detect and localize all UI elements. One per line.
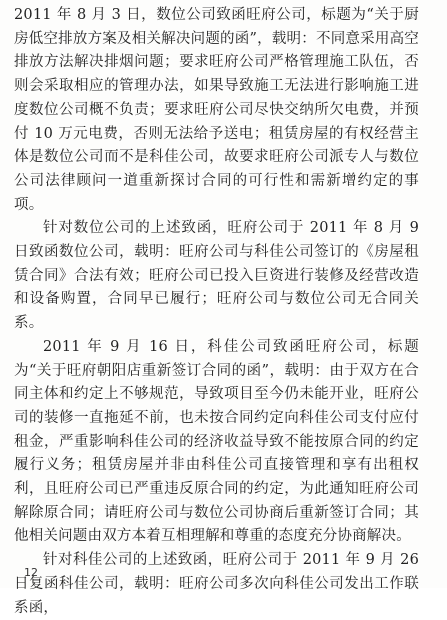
paragraph-reply-aug-9: 针对数位公司的上述致函，旺府公司于 2011 年 8 月 9 日致函数位公司，载明：旺府公司与科佳公司签订的《房屋租赁合同》合法有效；旺府公司已投入巨资进行装修及经营改造和设备购置，合同早已履行；旺府公司与数位公司无合同关系。 — [14, 220, 419, 332]
document-body — [14, 4, 419, 620]
page-number: 12 — [24, 566, 38, 579]
paragraph-letter-sep-16: 2011 年 9 月 16 日，科佳公司致函旺府公司，标题为“关于旺府朝阳店重新签订合同的函”，载明：由于双方在合同主体和约定上不够规范，导致项目至今仍未能开业，旺府公司的装修一直拖延不前，也未按合同约定向科佳公司支付应付租金，严重影响科佳公司的经济收益导致不能按原合同的约定履行义务；租赁房屋并非由科佳公司直接管理和享有出租权利，且旺府公司已严重违反原合同的约定，为此通知旺府公司解除原合同；请旺府公司与数位公司协商后重新签订合同；其他相关问题由双方本着互相理解和尊重的态度充分协商解决。 — [14, 338, 419, 545]
paragraph-letter-aug-3: 2011 年 8 月 3 日，数位公司致函旺府公司，标题为“关于厨房低空排放方案及相关解决问题的函”，载明：不同意采用高空排放方法解决排烟问题；要求旺府公司严格管理施工队伍，否则会采取相应的管理办法，如果导致施工无法进行影响施工进度数位公司概不负责；要求旺府公司尽快交纳所欠电费，并预付 10 万元电费，否则无法给予送电；租赁房屋的有权经营主体是数位公司而不是科佳公司，故要求旺府公司派专人与数位公司法律顾问一道重新探讨合同的可行性和需新增约定的事项。 — [14, 7, 419, 213]
paragraph-reply-sep-26: 针对科佳公司的上述致函，旺府公司于 2011 年 9 月 26 日复函科佳公司，载明：旺府公司多次向科佳公司发出工作联系函， — [14, 552, 419, 616]
